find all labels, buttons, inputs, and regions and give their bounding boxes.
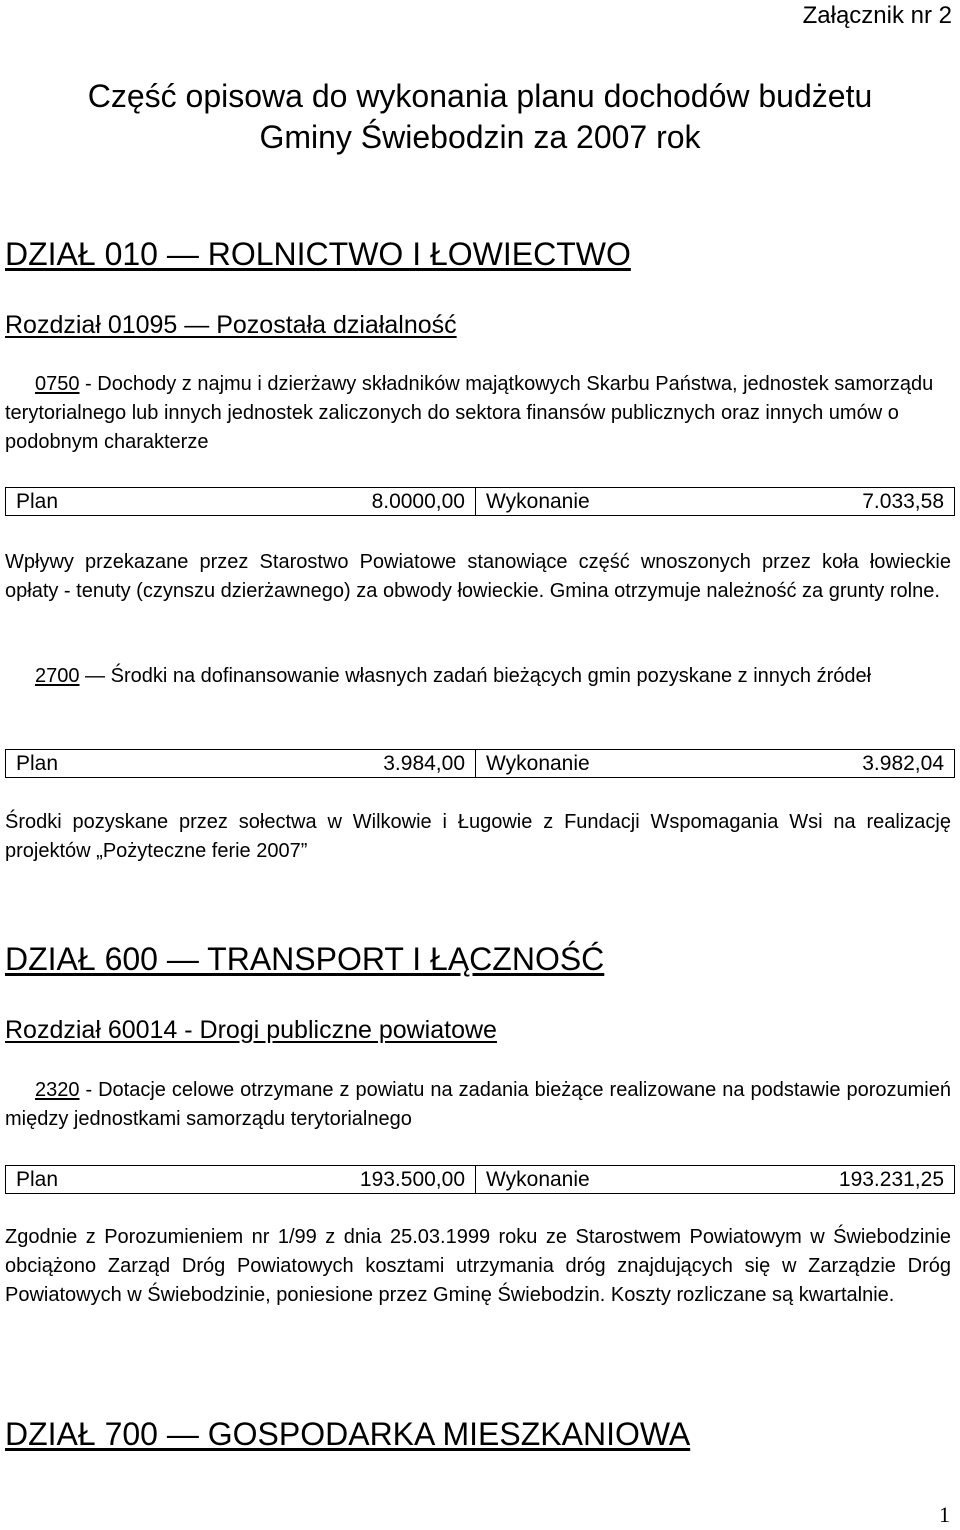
exec-cell [476,488,954,515]
exec-value: 193.231,25 [838,1167,944,1191]
text-2320: - Dotacje celowe otrzymane z powiatu na zadania bieżące realizowane na podstawie porozumień między jednostkami samorządu terytorialnego [5,1079,951,1130]
plan-table-0750 [5,487,955,516]
exec-cell [476,750,954,777]
paragraph-2700 [5,662,951,691]
subsection-heading-60014: Rozdział 60014 - Drogi publiczne powiatowe [5,1016,497,1044]
description-2700: Środki pozyskane przez sołectwa w Wilkowie i Ługowie z Fundacji Wspomagania Wsi na realizację projektów „Pożyteczne ferie 2007” [5,811,951,862]
page-number: 1 [939,1502,950,1527]
exec-label: Wykonanie [486,751,590,775]
code-2320: 2320 [35,1079,80,1101]
section-heading-700: DZIAŁ 700 — GOSPODARKA MIESZKANIOWA [5,1416,691,1452]
plan-label: Plan [16,489,59,513]
page-title-line-1: Część opisowa do wykonania planu dochodów budżetu [87,78,873,114]
exec-value: 7.033,58 [862,489,944,513]
plan-value: 3.984,00 [383,751,465,775]
plan-cell [6,750,476,777]
text-2700: — Środki na dofinansowanie własnych zadań bieżących gmin pozyskane z innych źródeł [79,665,872,687]
plan-cell [6,1166,476,1193]
plan-table-2700 [5,749,955,778]
paragraph-2320 [5,1076,951,1134]
plan-value: 193.500,00 [359,1167,465,1191]
section-heading-600: DZIAŁ 600 — TRANSPORT I ŁĄCZNOŚĆ [5,941,605,977]
plan-table-2320 [5,1165,955,1194]
section-heading-010: DZIAŁ 010 — ROLNICTWO I ŁOWIECTWO [5,236,631,272]
plan-label: Plan [16,751,59,775]
page-title-line-2: Gminy Świebodzin za 2007 rok [259,119,701,155]
paragraph-0750 [5,370,951,457]
code-0750: 0750 [35,373,80,395]
code-2700: 2700 [35,665,80,687]
text-0750: - Dochody z najmu i dzierżawy składników majątkowych Skarbu Państwa, jednostek samorządu terytorialnego lub innych jednostek zaliczonych do sektora finansów publicznych oraz innych umów o podobnym charakterze [5,373,934,453]
exec-value: 3.982,04 [862,751,944,775]
subsection-heading-01095: Rozdział 01095 — Pozostała działalność [5,311,457,339]
plan-label: Plan [16,1167,59,1191]
exec-label: Wykonanie [486,489,590,513]
plan-value: 8.0000,00 [371,489,465,513]
attachment-label: Załącznik nr 2 [802,2,952,29]
description-0750: Wpływy przekazane przez Starostwo Powiatowe stanowiące część wnoszonych przez koła łowieckie opłaty - tenuty (czynszu dzierżawnego) za obwody łowieckie. Gmina otrzymuje należność za grunty rolne. [5,551,951,602]
exec-label: Wykonanie [486,1167,590,1191]
exec-cell [476,1166,954,1193]
description-2320: Zgodnie z Porozumieniem nr 1/99 z dnia 25.03.1999 roku ze Starostwem Powiatowym w Świebodzinie obciążono Zarząd Dróg Powiatowych kosztami utrzymania dróg znajdujących się w Zarządzie Dróg Powiatowych w Świebodzinie, poniesione przez Gminę Świebodzin. Koszty rozliczane są kwartalnie. [5,1226,951,1306]
plan-cell [6,488,476,515]
